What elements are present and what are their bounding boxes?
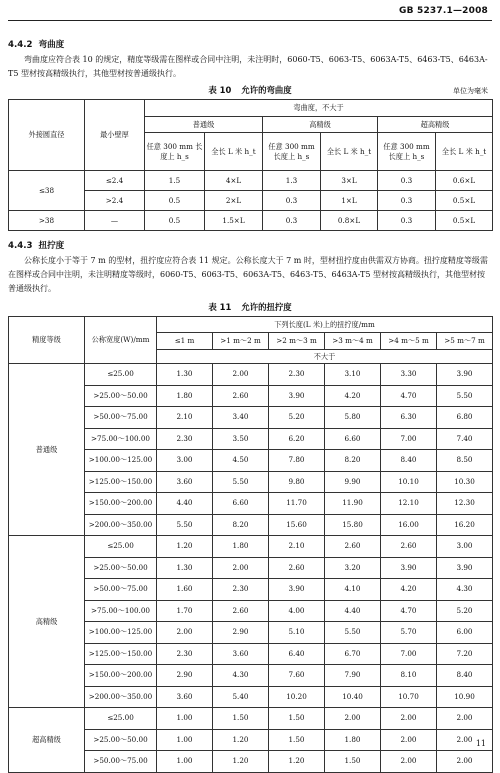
cell-value: 4.40 bbox=[325, 600, 381, 622]
cell-value: 1.30 bbox=[157, 364, 213, 386]
cell-value: 3.90 bbox=[269, 385, 325, 407]
table11-number: 表 11 bbox=[208, 302, 232, 312]
cell-value: 4.10 bbox=[325, 579, 381, 601]
header-outer-diameter: 外接圆直径 bbox=[9, 100, 85, 171]
cell-width: >150.00～200.00 bbox=[85, 665, 157, 687]
cell-value: 5.50 bbox=[213, 471, 269, 493]
cell-value: 5.80 bbox=[325, 407, 381, 429]
section-heading-twist bbox=[8, 239, 64, 251]
cell-value: 1×L bbox=[321, 191, 378, 211]
cell-value: 0.3 bbox=[263, 191, 321, 211]
cell-value: 4.30 bbox=[437, 579, 493, 601]
cell-value: 1.50 bbox=[269, 708, 325, 730]
cell-value: 6.60 bbox=[213, 493, 269, 515]
cell-value: 4.70 bbox=[381, 600, 437, 622]
table-row bbox=[9, 364, 493, 386]
section-heading-bend bbox=[8, 38, 64, 50]
table10-unit: 单位为毫米 bbox=[453, 87, 488, 95]
cell-grade: 高精级 bbox=[9, 536, 85, 708]
cell-value: 1.20 bbox=[213, 751, 269, 773]
header-grade-normal: 普通级 bbox=[145, 117, 263, 133]
section-number: 4.4.2 bbox=[8, 40, 33, 50]
cell-value: 1.00 bbox=[157, 751, 213, 773]
cell-width: ≤25.00 bbox=[85, 364, 157, 386]
cell-width: >150.00～200.00 bbox=[85, 493, 157, 515]
cell-value: 2.60 bbox=[325, 536, 381, 558]
cell-value: 8.50 bbox=[437, 450, 493, 472]
header-min-wall: 最小壁厚 bbox=[85, 100, 145, 171]
table10-caption bbox=[0, 84, 500, 96]
cell-value: 5.40 bbox=[213, 686, 269, 708]
cell-value: 5.50 bbox=[157, 514, 213, 536]
section-title: 扭拧度 bbox=[38, 241, 65, 251]
cell-value: 1.50 bbox=[269, 729, 325, 751]
header-sub-any300: 任意 300 mm 长度上 h_s bbox=[145, 133, 205, 171]
cell-value: 5.20 bbox=[437, 600, 493, 622]
cell-value: 10.70 bbox=[381, 686, 437, 708]
cell-diameter: ≤38 bbox=[9, 171, 85, 211]
table-row bbox=[9, 536, 493, 558]
cell-value: 7.60 bbox=[269, 665, 325, 687]
cell-value: 0.3 bbox=[378, 211, 436, 231]
cell-value: 2.10 bbox=[157, 407, 213, 429]
cell-value: 8.20 bbox=[325, 450, 381, 472]
cell-value: 2.30 bbox=[157, 643, 213, 665]
cell-value: 15.80 bbox=[325, 514, 381, 536]
cell-diameter: >38 bbox=[9, 211, 85, 231]
table-row bbox=[9, 211, 493, 231]
cell-value: 4.20 bbox=[381, 579, 437, 601]
cell-value: 1.3 bbox=[263, 171, 321, 191]
cell-value: 7.40 bbox=[437, 428, 493, 450]
cell-value: 2.90 bbox=[157, 665, 213, 687]
cell-value: 3.90 bbox=[437, 364, 493, 386]
cell-value: 8.40 bbox=[381, 450, 437, 472]
cell-value: 6.30 bbox=[381, 407, 437, 429]
cell-value: 5.50 bbox=[437, 385, 493, 407]
cell-value: 12.10 bbox=[381, 493, 437, 515]
cell-width: >50.00～75.00 bbox=[85, 579, 157, 601]
cell-value: 1.20 bbox=[213, 729, 269, 751]
section-title: 弯曲度 bbox=[38, 40, 65, 50]
cell-value: 3.90 bbox=[269, 579, 325, 601]
cell-value: 5.10 bbox=[269, 622, 325, 644]
twist-paragraph: 公称长度小于等于 7 m 的型材，扭拧度应符合表 11 规定。公称长度大于 7 m 时，型材扭拧度由供需双方协商。扭拧度精度等级需在图样或合同中注明，未注明精度等级时，6060-T5、6063-T5、6063A-T5、6463-T5、6463A-T5 型材按高精级执行，其他型材按普通级执行。 bbox=[8, 256, 488, 293]
cell-width: >100.00～125.00 bbox=[85, 622, 157, 644]
table-row bbox=[9, 708, 493, 730]
cell-value: 1.00 bbox=[157, 729, 213, 751]
header-grade-ultra: 超高精级 bbox=[378, 117, 493, 133]
cell-value: 0.3 bbox=[378, 171, 436, 191]
cell-value: 15.60 bbox=[269, 514, 325, 536]
cell-value: 6.70 bbox=[325, 643, 381, 665]
cell-value: 4.20 bbox=[325, 385, 381, 407]
cell-value: 2.00 bbox=[213, 364, 269, 386]
cell-width: ≤25.00 bbox=[85, 536, 157, 558]
cell-value: 2.60 bbox=[213, 600, 269, 622]
cell-value: 7.90 bbox=[325, 665, 381, 687]
header-bend-top: 弯曲度，不大于 bbox=[145, 100, 493, 117]
cell-value: 4.00 bbox=[269, 600, 325, 622]
cell-value: 2.00 bbox=[381, 751, 437, 773]
cell-width: >125.00～150.00 bbox=[85, 643, 157, 665]
cell-value: 8.10 bbox=[381, 665, 437, 687]
header-width: 公称宽度(W)/mm bbox=[85, 317, 157, 364]
cell-value: 16.20 bbox=[437, 514, 493, 536]
cell-width: >50.00～75.00 bbox=[85, 407, 157, 429]
cell-grade: 超高精级 bbox=[9, 708, 85, 773]
cell-value: 1.00 bbox=[157, 708, 213, 730]
cell-value: 5.20 bbox=[269, 407, 325, 429]
cell-value: 2×L bbox=[205, 191, 263, 211]
cell-value: 3.00 bbox=[157, 450, 213, 472]
cell-value: 1.80 bbox=[157, 385, 213, 407]
header-length: ≤1 m bbox=[157, 333, 213, 350]
cell-value: 2.00 bbox=[213, 557, 269, 579]
cell-value: 11.90 bbox=[325, 493, 381, 515]
header-sub-full: 全长 L 米 h_t bbox=[205, 133, 263, 171]
cell-value: 8.40 bbox=[437, 665, 493, 687]
cell-wall: >2.4 bbox=[85, 191, 145, 211]
cell-value: 4.30 bbox=[213, 665, 269, 687]
cell-value: 4.70 bbox=[381, 385, 437, 407]
cell-value: 1.50 bbox=[325, 751, 381, 773]
cell-value: 0.8×L bbox=[321, 211, 378, 231]
table-row bbox=[9, 171, 493, 191]
cell-value: 11.70 bbox=[269, 493, 325, 515]
cell-value: 0.3 bbox=[263, 211, 321, 231]
cell-width: >75.00～100.00 bbox=[85, 600, 157, 622]
cell-value: 4.50 bbox=[213, 450, 269, 472]
cell-value: 2.60 bbox=[381, 536, 437, 558]
cell-value: 1.80 bbox=[213, 536, 269, 558]
cell-value: 2.00 bbox=[381, 729, 437, 751]
table11-caption bbox=[0, 301, 500, 313]
cell-value: 10.10 bbox=[381, 471, 437, 493]
cell-wall: ≤2.4 bbox=[85, 171, 145, 191]
cell-value: 5.70 bbox=[381, 622, 437, 644]
cell-value: 6.40 bbox=[269, 643, 325, 665]
cell-value: 2.00 bbox=[381, 708, 437, 730]
cell-value: 2.60 bbox=[269, 557, 325, 579]
table10-title: 允许的弯曲度 bbox=[241, 85, 292, 95]
cell-value: 9.80 bbox=[269, 471, 325, 493]
header-length: >1 m～2 m bbox=[213, 333, 269, 350]
cell-value: 3.90 bbox=[381, 557, 437, 579]
cell-value: 1.20 bbox=[269, 751, 325, 773]
cell-value: 7.00 bbox=[381, 643, 437, 665]
cell-value: 6.00 bbox=[437, 622, 493, 644]
cell-value: 2.60 bbox=[213, 385, 269, 407]
cell-value: 6.20 bbox=[269, 428, 325, 450]
cell-value: 5.50 bbox=[325, 622, 381, 644]
cell-value: 1.50 bbox=[213, 708, 269, 730]
table11-title: 允许的扭拧度 bbox=[241, 302, 292, 312]
cell-value: 2.00 bbox=[325, 708, 381, 730]
cell-value: 7.20 bbox=[437, 643, 493, 665]
cell-value: 1.5 bbox=[145, 171, 205, 191]
header-sub-full: 全长 L 米 h_t bbox=[436, 133, 493, 171]
header-not-exceed: 不大于 bbox=[157, 350, 493, 364]
cell-width: >125.00～150.00 bbox=[85, 471, 157, 493]
cell-width: >75.00～100.00 bbox=[85, 428, 157, 450]
cell-width: >25.00～50.00 bbox=[85, 557, 157, 579]
cell-value: 0.3 bbox=[378, 191, 436, 211]
cell-value: 0.5 bbox=[145, 211, 205, 231]
cell-value: 3.60 bbox=[157, 686, 213, 708]
cell-value: 0.5×L bbox=[436, 191, 493, 211]
cell-value: 10.30 bbox=[437, 471, 493, 493]
cell-value: 3.30 bbox=[381, 364, 437, 386]
cell-value: 1.5×L bbox=[205, 211, 263, 231]
header-sub-any300: 任意 300 mm 长度上 h_s bbox=[263, 133, 321, 171]
cell-value: 3.60 bbox=[213, 643, 269, 665]
cell-value: 1.70 bbox=[157, 600, 213, 622]
cell-value: 1.80 bbox=[325, 729, 381, 751]
cell-value: 4.40 bbox=[157, 493, 213, 515]
cell-width: >200.00～350.00 bbox=[85, 514, 157, 536]
cell-value: 2.00 bbox=[157, 622, 213, 644]
header-length: >3 m～4 m bbox=[325, 333, 381, 350]
header-length: >5 m～7 m bbox=[437, 333, 493, 350]
cell-value: 3.10 bbox=[325, 364, 381, 386]
cell-value: 2.00 bbox=[437, 751, 493, 773]
cell-value: 0.5 bbox=[145, 191, 205, 211]
cell-value: 2.90 bbox=[213, 622, 269, 644]
header-sub-any300: 任意 300 mm 长度上 h_s bbox=[378, 133, 436, 171]
header-length: >4 m～5 m bbox=[381, 333, 437, 350]
cell-value: 3×L bbox=[321, 171, 378, 191]
cell-value: 0.5×L bbox=[436, 211, 493, 231]
header-grade: 精度等级 bbox=[9, 317, 85, 364]
cell-grade: 普通级 bbox=[9, 364, 85, 536]
cell-value: 3.50 bbox=[213, 428, 269, 450]
header-sub-full: 全长 L 米 h_t bbox=[321, 133, 378, 171]
header-length-top: 下列长度(L 米)上的扭拧度/mm bbox=[157, 317, 493, 333]
cell-value: 4×L bbox=[205, 171, 263, 191]
cell-value: 3.40 bbox=[213, 407, 269, 429]
cell-wall: — bbox=[85, 211, 145, 231]
cell-width: >200.00～350.00 bbox=[85, 686, 157, 708]
cell-value: 10.20 bbox=[269, 686, 325, 708]
cell-value: 7.80 bbox=[269, 450, 325, 472]
bend-paragraph: 弯曲度应符合表 10 的规定，精度等级需在图样或合同中注明，未注明时，6060-T5、6063-T5、6063A-T5、6463-T5、6463A-T5 型材按高精级执行，其他型材按普通级执行。 bbox=[8, 55, 488, 78]
cell-value: 1.60 bbox=[157, 579, 213, 601]
page-number: 11 bbox=[475, 739, 486, 748]
cell-value: 1.20 bbox=[157, 536, 213, 558]
cell-value: 3.20 bbox=[325, 557, 381, 579]
section-number: 4.4.3 bbox=[8, 241, 33, 251]
cell-value: 9.90 bbox=[325, 471, 381, 493]
cell-value: 8.20 bbox=[213, 514, 269, 536]
cell-width: >100.00～125.00 bbox=[85, 450, 157, 472]
cell-value: 10.40 bbox=[325, 686, 381, 708]
cell-value: 12.30 bbox=[437, 493, 493, 515]
cell-width: >25.00～50.00 bbox=[85, 729, 157, 751]
cell-value: 6.60 bbox=[325, 428, 381, 450]
cell-width: >25.00～50.00 bbox=[85, 385, 157, 407]
cell-value: 2.30 bbox=[269, 364, 325, 386]
cell-value: 3.60 bbox=[157, 471, 213, 493]
cell-value: 7.00 bbox=[381, 428, 437, 450]
cell-value: 2.00 bbox=[437, 708, 493, 730]
cell-value: 3.00 bbox=[437, 536, 493, 558]
cell-value: 6.80 bbox=[437, 407, 493, 429]
table11 bbox=[8, 316, 493, 773]
cell-width: ≤25.00 bbox=[85, 708, 157, 730]
cell-value: 1.30 bbox=[157, 557, 213, 579]
standard-number: GB 5237.1—2008 bbox=[399, 6, 488, 16]
cell-value: 16.00 bbox=[381, 514, 437, 536]
table10-number: 表 10 bbox=[208, 85, 232, 95]
cell-value: 3.90 bbox=[437, 557, 493, 579]
cell-width: >50.00～75.00 bbox=[85, 751, 157, 773]
table10 bbox=[8, 99, 493, 231]
header-rule bbox=[8, 20, 492, 21]
header-length: >2 m～3 m bbox=[269, 333, 325, 350]
cell-value: 0.6×L bbox=[436, 171, 493, 191]
cell-value: 10.90 bbox=[437, 686, 493, 708]
cell-value: 2.30 bbox=[213, 579, 269, 601]
cell-value: 2.00 bbox=[437, 729, 493, 751]
header-grade-high: 高精级 bbox=[263, 117, 378, 133]
cell-value: 2.30 bbox=[157, 428, 213, 450]
cell-value: 2.10 bbox=[269, 536, 325, 558]
